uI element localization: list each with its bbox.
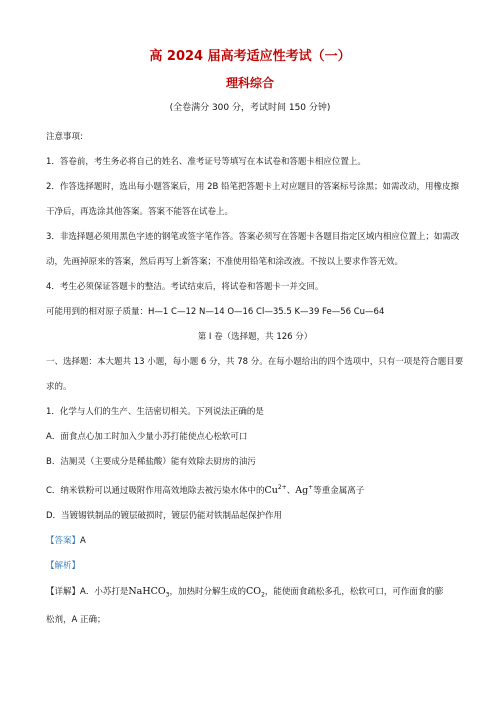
section-intro: 一、选择题：本大题共 13 小题，每小题 6 分，共 78 分。在每小题给出的四个选项中，只有一项是符合题目要求的。 [46, 357, 464, 392]
co2-subscript: 2 [261, 591, 265, 599]
section-heading: 第 I 卷（选择题，共 126 分） [197, 332, 313, 342]
analysis-line [46, 554, 464, 579]
nahco3-formula: NaHCO [128, 585, 166, 597]
exam-meta: (全卷满分 300 分，考试时间 150 分钟) [169, 103, 331, 113]
note-item-1: 1．答卷前，考生务必将自己的姓名、准考证号等填写在本试卷和答题卡相应位置上。 [46, 157, 366, 167]
option-a: A．面食点心加工时加入少量小苏打能使点心松软可口 [46, 432, 248, 442]
ag-ion-charge: + [308, 484, 314, 491]
exam-body [46, 125, 464, 633]
answer-value: A [80, 535, 86, 546]
nahco3-subscript: 3 [165, 591, 170, 599]
answer-line [46, 529, 464, 554]
detail-label: 【详解】 [46, 586, 81, 597]
notes-heading: 注意事项: [46, 132, 83, 142]
cu-ion-charge: 2+ [277, 484, 287, 491]
ag-ion: Ag [295, 484, 309, 496]
detail-line-2: 松剂，A 正确； [46, 614, 106, 625]
detail-line [46, 579, 464, 608]
note-item-3: 3．非选择题必须用黑色字迹的钢笔或签字笔作答。答案必须写在答题卡各题目指定区域内相应位置上；如需改动，先画掉原来的答案，然后再写上新答案；不准使用铅笔和涂改液。不按以上要求作答无效。 [46, 232, 460, 267]
note-item-4: 4．考生必须保证答题卡的整洁。考试结束后，将试卷和答题卡一并交回。 [46, 282, 324, 292]
detail-text-post: ，能使面食疏松多孔，松软可口，可作面食的膨 [264, 586, 444, 597]
atomic-masses: 可能用到的相对原子质量：H—1 C—12 N—14 O—16 Cl—35.5 K—39 Fe—56 Cu—64 [46, 307, 385, 317]
detail-text-pre: A．小苏打是 [80, 586, 129, 597]
note-item-2: 2．作答选择题时，选出每小题答案后，用 2B 铅笔把答题卡上对应题目的答案标号涂黑；如需改动，用橡皮擦干净后，再选涂其他答案。答案不能答在试卷上。 [46, 182, 460, 217]
option-d: D．当镀锡铁制品的镀层破损时，镀层仍能对铁制品起保护作用 [46, 510, 283, 521]
question-stem: 1．化学与人们的生产、生活密切相关。下列说法正确的是 [46, 407, 264, 417]
exam-title: 高 2024 届高考适应性考试（一） [149, 49, 351, 64]
co2-formula: CO [246, 585, 262, 597]
option-c-sep: 、 [286, 485, 296, 496]
analysis-label: 【解析】 [46, 560, 81, 571]
option-c-text: C．纳米铁粉可以通过吸附作用高效地除去被污染水体中的 [46, 485, 265, 496]
option-b: B．洁厕灵（主要成分是稀盐酸）能有效除去厨房的油污 [46, 457, 256, 467]
detail-text-mid: ，加热时分解生成的 [169, 586, 247, 597]
option-c [46, 475, 464, 504]
cu-ion: Cu [264, 484, 278, 496]
exam-subject: 理科综合 [225, 76, 274, 90]
answer-label: 【答案】 [46, 535, 81, 546]
option-c-tail: 等重金属离子 [313, 485, 365, 496]
